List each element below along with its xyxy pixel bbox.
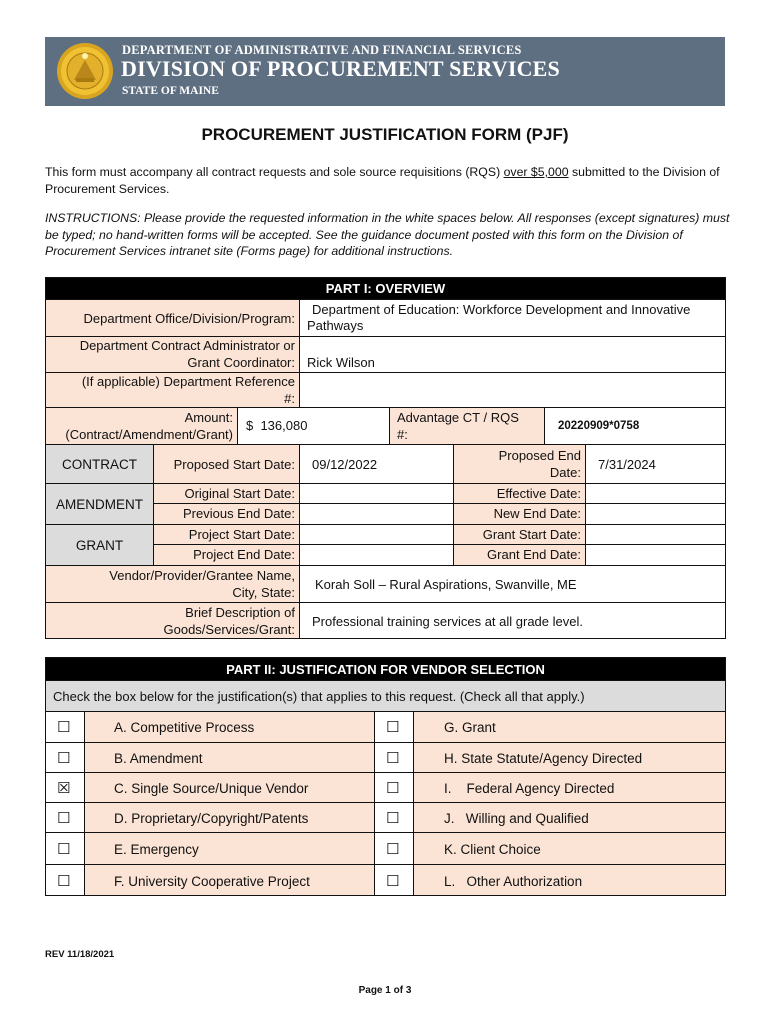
page-number: Page 1 of 3 (358, 985, 412, 996)
amount-label-line2: (Contract/Amendment/Grant) (65, 427, 233, 442)
desc-value: Professional training services at all grade level. (312, 614, 583, 629)
revision-date: REV 11/18/2021 (45, 949, 115, 960)
option-single-source: C. Single Source/Unique Vendor (114, 781, 309, 796)
contract-section-label: CONTRACT (62, 456, 137, 472)
amount-label-line1: Amount: (184, 410, 233, 425)
ref-label-line1: (If applicable) Department Reference (81, 374, 295, 389)
advantage-label-line1: Advantage CT / RQS (397, 410, 519, 425)
grant-start-label: Grant Start Date: (482, 527, 581, 542)
desc-label-line1: Brief Description of (185, 605, 295, 620)
option-competitive-process: A. Competitive Process (114, 720, 255, 735)
option-university-cooperative: F. University Cooperative Project (114, 874, 310, 889)
proposed-end-label (456, 447, 581, 481)
intro-threshold: over $5,000 (503, 165, 569, 179)
form-title: PROCUREMENT JUSTIFICATION FORM (PJF) (201, 125, 569, 144)
previous-end-cell[interactable] (300, 504, 453, 524)
intro-before: This form must accompany all contract requests and sole source requisitions (RQS) (45, 165, 504, 179)
project-start-cell[interactable] (300, 525, 453, 544)
grant-end-cell[interactable] (586, 545, 725, 565)
checkbox-competitive-process[interactable]: ☐ (57, 718, 71, 736)
new-end-cell[interactable] (586, 504, 725, 524)
checkbox-state-statute[interactable]: ☐ (386, 749, 400, 767)
previous-end-label: Previous End Date: (182, 506, 295, 521)
option-client-choice: K. Client Choice (444, 842, 541, 857)
checkbox-single-source[interactable]: ☒ (57, 779, 71, 797)
effective-date-cell[interactable] (586, 484, 725, 503)
project-end-cell[interactable] (300, 545, 453, 565)
project-start-label: Project Start Date: (188, 527, 295, 542)
checkbox-amendment[interactable]: ☐ (57, 749, 71, 767)
desc-label-line2: Goods/Services/Grant: (163, 622, 295, 637)
amount-value: $ 136,080 (246, 418, 308, 433)
admin-label (50, 337, 295, 371)
vendor-label (50, 567, 295, 601)
dept-value (307, 302, 722, 334)
admin-value: Rick Wilson (307, 355, 375, 370)
ref-label (50, 373, 295, 407)
proposed-end-value: 7/31/2024 (598, 457, 656, 472)
option-grant: G. Grant (444, 720, 496, 735)
option-amendment: B. Amendment (114, 751, 203, 766)
admin-label-line2: Grant Coordinator: (187, 355, 295, 370)
checkbox-client-choice[interactable]: ☐ (386, 840, 400, 858)
dept-value-text: Department of Education: Workforce Development and Innovative Pathways (307, 302, 691, 333)
advantage-label (397, 409, 519, 443)
original-start-cell[interactable] (300, 484, 453, 503)
effective-date-label: Effective Date: (496, 486, 581, 501)
grant-end-label: Grant End Date: (487, 547, 581, 562)
grant-section-label: GRANT (75, 537, 124, 553)
new-end-label: New End Date: (493, 506, 581, 521)
option-state-statute: H. State Statute/Agency Directed (444, 751, 643, 766)
option-other-authorization: L. Other Authorization (444, 874, 583, 889)
admin-label-line1: Department Contract Administrator or (79, 338, 295, 353)
advantage-label-line2: #: (397, 427, 408, 442)
intro-after: submitted to the Division of Procurement Services. (45, 165, 720, 196)
checkbox-grant[interactable]: ☐ (386, 718, 400, 736)
amendment-section-label: AMENDMENT (56, 496, 143, 512)
division-name: DIVISION OF PROCUREMENT SERVICES (121, 56, 560, 81)
option-federal-agency: I. Federal Agency Directed (444, 781, 615, 796)
original-start-label: Original Start Date: (184, 486, 295, 501)
proposed-start-label: Proposed Start Date: (173, 457, 295, 472)
checkbox-university-cooperative[interactable]: ☐ (57, 872, 71, 890)
option-willing-qualified: J. Willing and Qualified (444, 811, 589, 826)
vendor-label-line1: Vendor/Provider/Grantee Name, (109, 568, 295, 583)
intro-text (45, 164, 730, 197)
proposed-start-value: 09/12/2022 (312, 457, 378, 472)
project-end-label: Project End Date: (193, 547, 295, 562)
checkbox-emergency[interactable]: ☐ (57, 840, 71, 858)
dept-label: Department Office/Division/Program: (83, 311, 295, 326)
vendor-value: Korah Soll – Rural Aspirations, Swanville, ME (315, 577, 577, 592)
grant-start-cell[interactable] (586, 525, 725, 544)
state-name: STATE OF MAINE (122, 85, 219, 97)
checkbox-federal-agency[interactable]: ☐ (386, 779, 400, 797)
proposed-end-label-line1: Proposed End (498, 448, 581, 463)
part2-header: PART II: JUSTIFICATION FOR VENDOR SELECTION (46, 658, 725, 680)
part2-prompt: Check the box below for the justification(s) that applies to this request. (Check all that apply.) (53, 689, 585, 704)
part1-header: PART I: OVERVIEW (46, 278, 725, 299)
advantage-value: 20220909*0758 (558, 420, 640, 432)
state-seal-icon (56, 42, 114, 100)
desc-label (50, 604, 295, 638)
vendor-label-line2: City, State: (232, 585, 295, 600)
amount-label (50, 409, 233, 443)
proposed-end-label-line2: Date: (549, 465, 581, 480)
checkbox-willing-qualified[interactable]: ☐ (386, 809, 400, 827)
department-name: DEPARTMENT OF ADMINISTRATIVE AND FINANCIAL SERVICES (122, 43, 522, 57)
ref-label-line2: #: (284, 391, 295, 406)
ref-value-cell[interactable] (300, 373, 725, 407)
option-proprietary: D. Proprietary/Copyright/Patents (114, 811, 309, 826)
option-emergency: E. Emergency (114, 842, 199, 857)
instructions-text: INSTRUCTIONS: Please provide the requested information in the white spaces below. All responses (except signatures) must be typed; no hand-written forms will be accepted. See the guidance document posted with this form on the Division of Procurement Services intranet site (Forms page) for additional instructions. (45, 211, 730, 258)
checkbox-proprietary[interactable]: ☐ (57, 809, 71, 827)
checkbox-other-authorization[interactable]: ☐ (386, 872, 400, 890)
